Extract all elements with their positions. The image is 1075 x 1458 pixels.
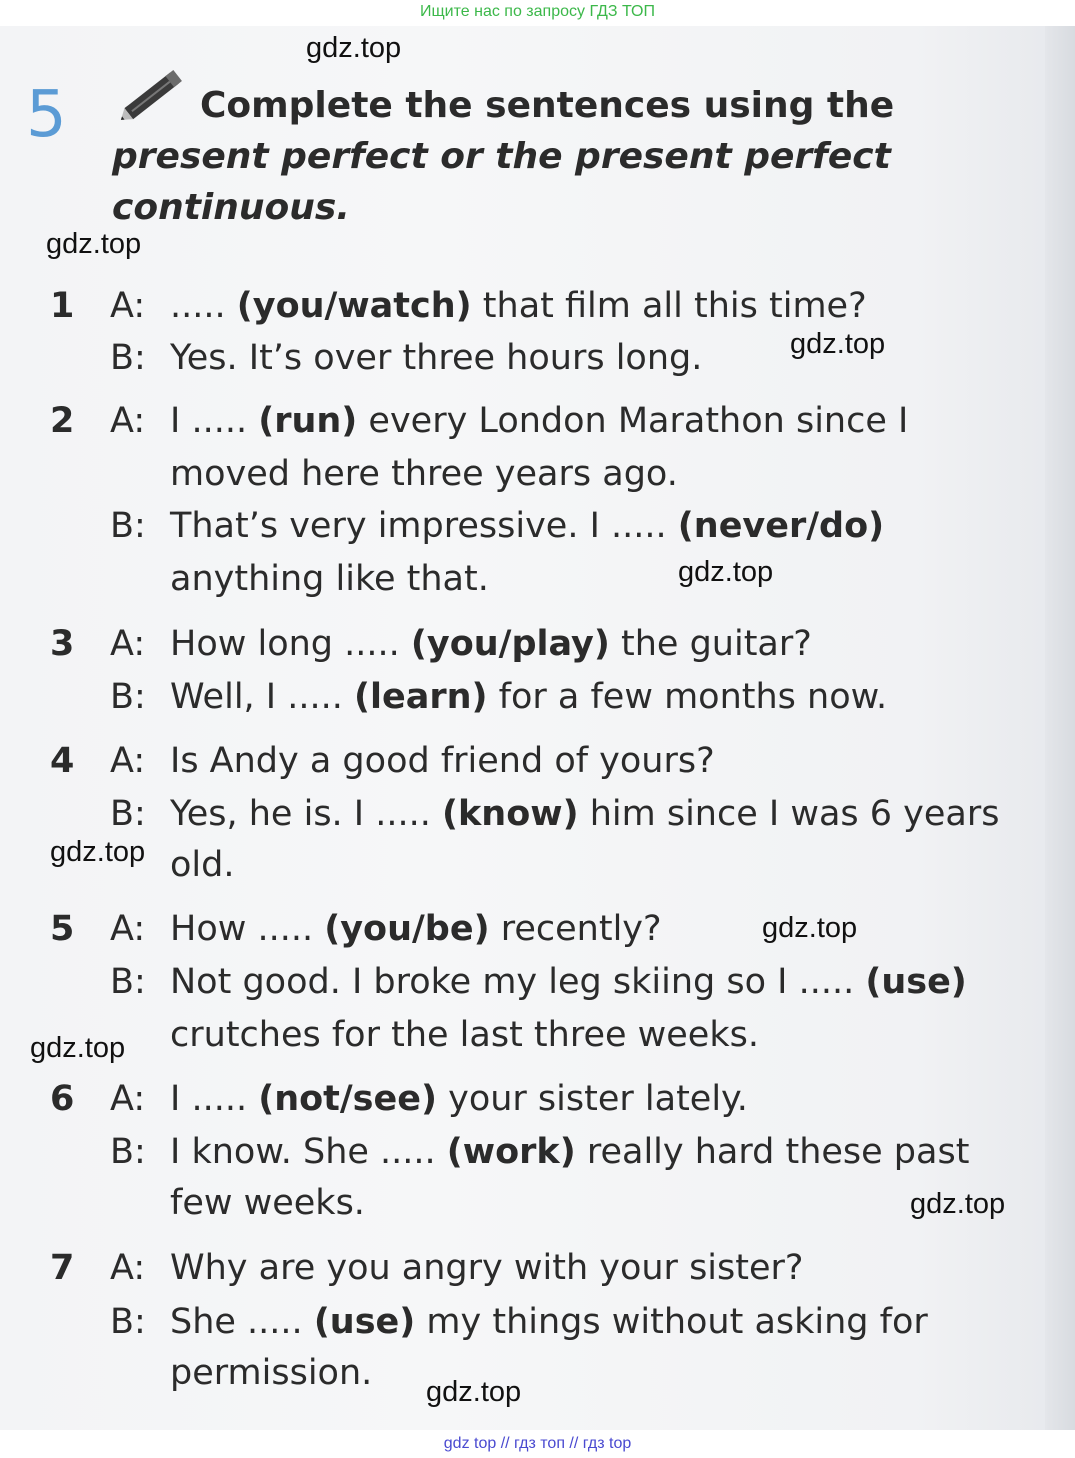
watermark: gdz.top bbox=[30, 1032, 126, 1064]
dialog-line bbox=[170, 1011, 759, 1059]
speaker-label: B: bbox=[110, 1302, 146, 1342]
dialog-line bbox=[170, 502, 884, 550]
speaker-label: B: bbox=[110, 506, 146, 546]
verb-prompt: (work) bbox=[446, 1132, 576, 1172]
item-number: 7 bbox=[50, 1248, 75, 1288]
line-text: Not good. I broke my leg skiing so I ..... bbox=[170, 962, 866, 1002]
line-text: permission. bbox=[170, 1353, 373, 1393]
exercise-number: 5 bbox=[26, 78, 67, 152]
dialog-line bbox=[170, 1075, 748, 1123]
dialog-line bbox=[170, 1298, 928, 1346]
dialog-line bbox=[170, 790, 999, 838]
line-text: Yes. It’s over three hours long. bbox=[170, 338, 703, 378]
verb-prompt: (you/be) bbox=[324, 909, 490, 949]
line-text: the guitar? bbox=[609, 624, 812, 664]
line-text: him since I was 6 years bbox=[578, 794, 1000, 834]
dialog-line bbox=[170, 555, 489, 603]
instructions-line-1: Complete the sentences using the bbox=[200, 85, 895, 126]
speaker-label: B: bbox=[110, 794, 146, 834]
watermark: gdz.top bbox=[762, 912, 858, 944]
dialog-line bbox=[170, 397, 908, 445]
line-text: moved here three years ago. bbox=[170, 454, 678, 494]
bottom-banner: gdz top // гдз топ // гдз top bbox=[443, 1435, 632, 1452]
verb-prompt: (you/watch) bbox=[236, 286, 472, 326]
line-text: old. bbox=[170, 845, 235, 885]
dialog-line bbox=[170, 450, 678, 498]
item-number: 3 bbox=[50, 624, 75, 664]
item-number: 6 bbox=[50, 1079, 75, 1119]
dialog-line bbox=[170, 1179, 365, 1227]
item-number: 1 bbox=[50, 286, 75, 326]
line-text: Why are you angry with your sister? bbox=[170, 1248, 804, 1288]
watermark: gdz.top bbox=[910, 1188, 1006, 1220]
speaker-label: A: bbox=[110, 741, 146, 781]
item-number: 5 bbox=[50, 909, 75, 949]
watermark: gdz.top bbox=[50, 836, 146, 868]
line-text: I know. She ..... bbox=[170, 1132, 447, 1172]
verb-prompt: (not/see) bbox=[258, 1079, 437, 1119]
line-text: I ..... bbox=[170, 401, 259, 441]
line-text: crutches for the last three weeks. bbox=[170, 1015, 759, 1055]
item-number: 2 bbox=[50, 401, 75, 441]
line-text: recently? bbox=[489, 909, 662, 949]
speaker-label: A: bbox=[110, 624, 146, 664]
dialog-line bbox=[170, 1128, 969, 1176]
watermark: gdz.top bbox=[306, 32, 402, 64]
dialog-line bbox=[170, 673, 887, 721]
item-number: 4 bbox=[50, 741, 75, 781]
watermark: gdz.top bbox=[46, 228, 142, 260]
speaker-label: A: bbox=[110, 401, 146, 441]
dialog-line bbox=[170, 620, 812, 668]
instructions-line-2: present perfect or the present perfect bbox=[112, 136, 891, 177]
dialog-line bbox=[170, 334, 702, 382]
verb-prompt: (never/do) bbox=[677, 506, 885, 546]
line-text: I ..... bbox=[170, 1079, 259, 1119]
verb-prompt: (learn) bbox=[354, 677, 488, 717]
watermark: gdz.top bbox=[678, 556, 774, 588]
line-text: Yes, he is. I ..... bbox=[170, 794, 443, 834]
line-text: my things without asking for bbox=[415, 1302, 928, 1342]
dialog-line bbox=[170, 958, 967, 1006]
verb-prompt: (know) bbox=[442, 794, 579, 834]
speaker-label: A: bbox=[110, 1248, 146, 1288]
line-text: every London Marathon since I bbox=[357, 401, 909, 441]
speaker-label: B: bbox=[110, 1132, 146, 1172]
dialog-line bbox=[170, 282, 867, 330]
line-text: How long ..... bbox=[170, 624, 411, 664]
line-text: anything like that. bbox=[170, 559, 489, 599]
watermark: gdz.top bbox=[426, 1376, 522, 1408]
top-banner: Ищите нас по запросу ГДЗ ТОП bbox=[420, 3, 655, 20]
line-text: ..... bbox=[170, 286, 237, 326]
watermark: gdz.top bbox=[790, 328, 886, 360]
speaker-label: B: bbox=[110, 962, 146, 1002]
line-text: Well, I ..... bbox=[170, 677, 354, 717]
line-text: your sister lately. bbox=[436, 1079, 748, 1119]
verb-prompt: (run) bbox=[258, 401, 358, 441]
line-text: How ..... bbox=[170, 909, 325, 949]
dialog-line bbox=[170, 905, 662, 953]
line-text: She ..... bbox=[170, 1302, 314, 1342]
dialog-line bbox=[170, 1244, 804, 1292]
instructions-line-3: continuous. bbox=[112, 187, 350, 228]
dialog-line bbox=[170, 841, 234, 889]
verb-prompt: (use) bbox=[313, 1302, 416, 1342]
speaker-label: B: bbox=[110, 677, 146, 717]
line-text: Is Andy a good friend of yours? bbox=[170, 741, 715, 781]
verb-prompt: (you/play) bbox=[410, 624, 610, 664]
dialog-line bbox=[170, 1349, 372, 1397]
dialog-line bbox=[170, 737, 715, 785]
verb-prompt: (use) bbox=[865, 962, 967, 1002]
line-text: really hard these past bbox=[575, 1132, 970, 1172]
exercise-instructions bbox=[112, 80, 932, 233]
speaker-label: B: bbox=[110, 338, 146, 378]
speaker-label: A: bbox=[110, 1079, 146, 1119]
page-spine-shadow bbox=[1045, 26, 1075, 1430]
line-text: That’s very impressive. I ..... bbox=[170, 506, 678, 546]
line-text: for a few months now. bbox=[487, 677, 888, 717]
speaker-label: A: bbox=[110, 909, 146, 949]
line-text: few weeks. bbox=[170, 1183, 365, 1223]
speaker-label: A: bbox=[110, 286, 146, 326]
line-text: that film all this time? bbox=[471, 286, 867, 326]
